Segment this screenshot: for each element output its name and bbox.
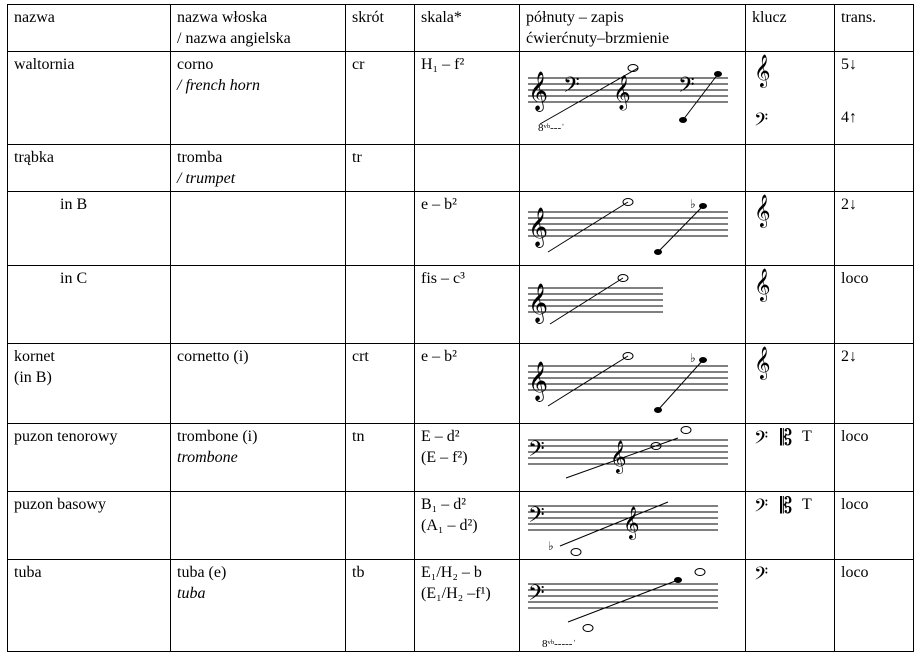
- cell-skala: [415, 560, 520, 652]
- cell-nazwa: [8, 344, 171, 424]
- cell-notation: [520, 192, 746, 266]
- cell-trans: loco: [835, 560, 914, 652]
- cell-notation: [520, 560, 746, 652]
- cell-wloska: [171, 266, 346, 344]
- header-klucz: klucz: [746, 5, 835, 52]
- cell-wloska: [171, 52, 346, 145]
- cell-wloska: [171, 492, 346, 560]
- cell-nazwa: tuba: [8, 560, 171, 652]
- trans-value-2: 4↑: [841, 109, 857, 126]
- cell-klucz: [746, 52, 835, 145]
- cell-klucz: [746, 492, 835, 560]
- skala-text: E – d²: [421, 428, 460, 445]
- skala-text-2: (E – f²): [421, 449, 468, 466]
- cell-klucz: [746, 266, 835, 344]
- trumpet-c-staff-icon: [528, 266, 663, 342]
- cell-klucz: [746, 560, 835, 652]
- svg-text:♭: ♭: [690, 351, 696, 365]
- trans-value: 5↓: [841, 56, 857, 73]
- cell-trans: [835, 52, 914, 145]
- trumpet-b-staff-icon: [528, 192, 728, 264]
- cell-skala: e – b²: [415, 344, 520, 424]
- svg-text:𝄞: 𝄞: [528, 283, 549, 323]
- svg-text:♭: ♭: [690, 197, 696, 211]
- svg-text:𝄞: 𝄞: [528, 71, 549, 111]
- cell-skala: [415, 145, 520, 192]
- cell-trans: [835, 145, 914, 192]
- table-row: [8, 192, 914, 266]
- cell-skrot: cr: [346, 52, 415, 145]
- bass-trombone-staff-icon: [528, 492, 718, 558]
- bass-clef-icon: 𝄢: [754, 564, 769, 589]
- tenor-clef-mark: T: [802, 496, 812, 513]
- treble-clef-icon: 𝄞: [754, 346, 771, 379]
- cell-notation: [520, 344, 746, 424]
- cell-nazwa: in B: [8, 192, 171, 266]
- cell-klucz: [746, 145, 835, 192]
- header-angielska-label: / nazwa angielska: [177, 30, 291, 47]
- cell-wloska: [171, 192, 346, 266]
- svg-text:𝄢: 𝄢: [528, 581, 545, 611]
- table-row: [8, 424, 914, 492]
- cell-skala: e – b²: [415, 192, 520, 266]
- skala-text-2: (E₁/H₂ –f¹): [421, 585, 491, 602]
- table-row: [8, 266, 914, 344]
- cell-trans: loco: [835, 424, 914, 492]
- c-clef-icon: 𝄡: [780, 494, 793, 519]
- treble-clef-icon: 𝄞: [754, 194, 771, 227]
- cell-nazwa: in C: [8, 266, 171, 344]
- svg-text:𝄢: 𝄢: [528, 437, 545, 467]
- cell-wloska: cornetto (i): [171, 344, 346, 424]
- cell-klucz: [746, 344, 835, 424]
- instrument-table: [7, 4, 914, 652]
- cell-notation: [520, 424, 746, 492]
- cell-klucz: [746, 424, 835, 492]
- cell-nazwa: waltornia: [8, 52, 171, 145]
- table-row: [8, 492, 914, 560]
- header-nazwa: nazwa: [8, 5, 171, 52]
- cell-skala: [415, 424, 520, 492]
- cell-nazwa: trąbka: [8, 145, 171, 192]
- table-row: [8, 145, 914, 192]
- cell-wloska: [171, 560, 346, 652]
- cell-skrot: [346, 192, 415, 266]
- nazwa-text-2: (in B): [14, 369, 52, 386]
- cell-trans: loco: [835, 266, 914, 344]
- svg-text:𝄞: 𝄞: [613, 75, 631, 110]
- angielska-text: / french horn: [177, 77, 260, 94]
- cell-skrot: tb: [346, 560, 415, 652]
- treble-clef-icon: 𝄞: [754, 54, 771, 87]
- cell-skrot: [346, 492, 415, 560]
- cell-notation: [520, 266, 746, 344]
- cell-skrot: tn: [346, 424, 415, 492]
- treble-clef-icon: 𝄞: [754, 268, 771, 301]
- cell-skala: H₁ – f²: [415, 52, 520, 145]
- svg-text:𝄢: 𝄢: [678, 73, 695, 103]
- header-trans: trans.: [835, 5, 914, 52]
- ottava-mark: 8ᵛᵇ---ˈ: [538, 122, 565, 134]
- skala-text-2: (A₁ – d²): [421, 517, 478, 534]
- angielska-text: / trumpet: [177, 170, 236, 187]
- cell-wloska: [171, 424, 346, 492]
- tenor-clef-mark: T: [802, 428, 812, 445]
- cell-nazwa: puzon tenorowy: [8, 424, 171, 492]
- cell-wloska: [171, 145, 346, 192]
- ottava-mark: 8ᵛᵇ-----ˈ: [542, 638, 577, 650]
- cell-nazwa: puzon basowy: [8, 492, 171, 560]
- cell-skrot: tr: [346, 145, 415, 192]
- header-polnuty-line2: ćwierćnuty–brzmienie: [526, 30, 670, 47]
- cell-klucz: [746, 192, 835, 266]
- cornet-staff-icon: [528, 344, 728, 422]
- wloska-text: tromba: [177, 149, 223, 166]
- cell-trans: loco: [835, 492, 914, 560]
- table-row: [8, 560, 914, 652]
- cell-skala: fis – c³: [415, 266, 520, 344]
- header-row: [8, 5, 914, 52]
- table-row: [8, 52, 914, 145]
- wloska-text: trombone (i): [177, 428, 258, 445]
- header-skala: skala*: [415, 5, 520, 52]
- svg-text:𝄞: 𝄞: [610, 440, 627, 473]
- svg-text:♭: ♭: [548, 539, 554, 553]
- cell-skrot: [346, 266, 415, 344]
- svg-text:𝄞: 𝄞: [528, 361, 549, 401]
- cell-skrot: crt: [346, 344, 415, 424]
- wloska-text: corno: [177, 56, 214, 73]
- header-wloska-label: nazwa włoska: [177, 9, 268, 26]
- bass-clef-icon: 𝄢: [754, 496, 769, 521]
- header-polnuty-line1: półnuty – zapis: [526, 9, 624, 26]
- cell-trans: 2↓: [835, 344, 914, 424]
- svg-text:𝄢: 𝄢: [563, 73, 580, 103]
- bass-clef-icon: 𝄢: [754, 110, 769, 135]
- c-clef-icon: 𝄡: [780, 426, 793, 451]
- skala-text: E₁/H₂ – b: [421, 564, 482, 581]
- tenor-trombone-staff-icon: [528, 424, 728, 490]
- svg-text:𝄞: 𝄞: [528, 207, 549, 247]
- svg-text:𝄞: 𝄞: [623, 506, 640, 539]
- cell-notation: [520, 52, 746, 145]
- header-nazwa-wloska: [171, 5, 346, 52]
- cell-trans: 2↓: [835, 192, 914, 266]
- table-row: [8, 344, 914, 424]
- angielska-text: tuba: [177, 585, 206, 602]
- bass-clef-icon: 𝄢: [754, 428, 769, 453]
- cell-notation: [520, 492, 746, 560]
- svg-text:𝄢: 𝄢: [528, 503, 545, 533]
- wloska-text: tuba (e): [177, 564, 227, 581]
- skala-text: B₁ – d²: [421, 496, 467, 513]
- nazwa-text: kornet: [14, 348, 55, 365]
- cell-skala: [415, 492, 520, 560]
- header-skrot: skrót: [346, 5, 415, 52]
- angielska-text: trombone: [177, 449, 238, 466]
- cell-notation: [520, 145, 746, 192]
- header-polnuty: [520, 5, 746, 52]
